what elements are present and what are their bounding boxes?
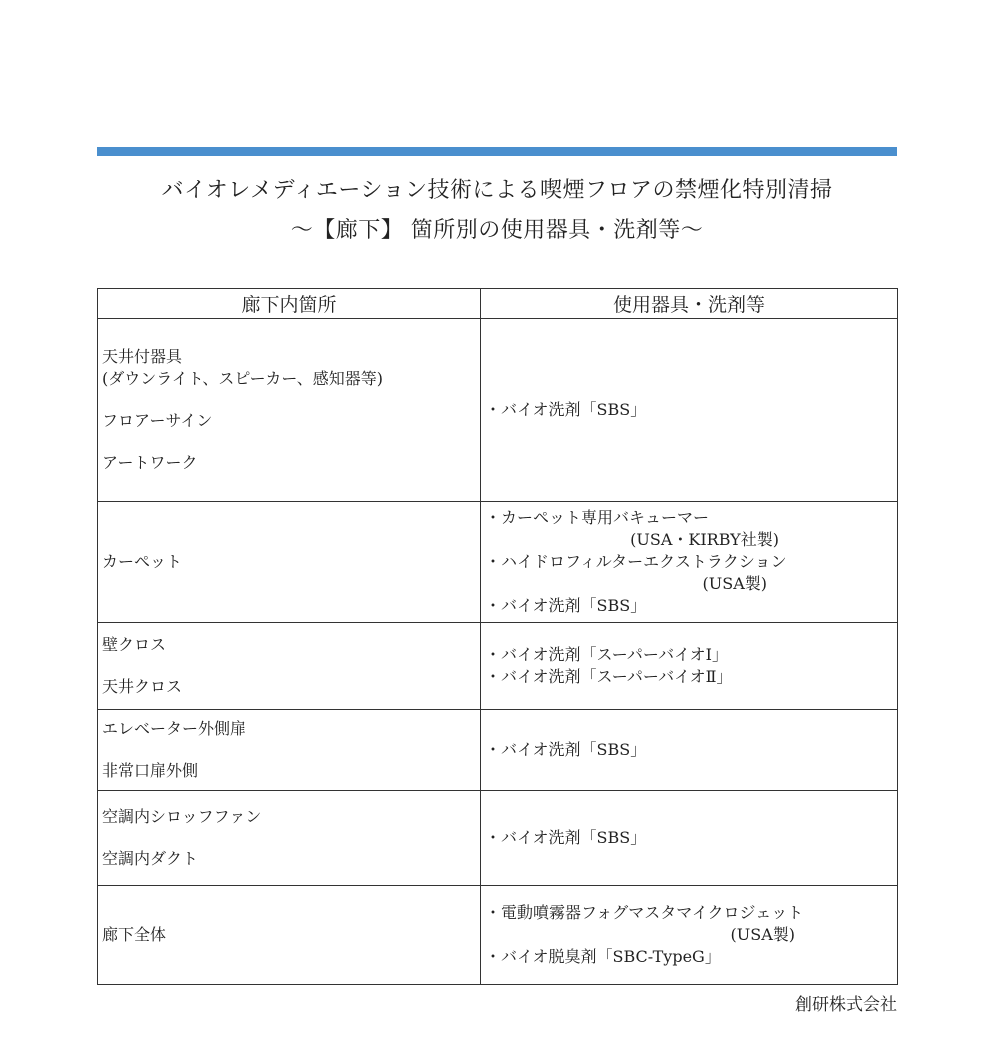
equipment-cell: [481, 319, 898, 502]
location-cell: [98, 502, 481, 623]
table-row: [98, 710, 898, 791]
equipment-sub-item: (USA製): [702, 574, 767, 593]
location-item: 壁クロス: [102, 635, 167, 654]
title-line-1: バイオレメディエーション技術による喫煙フロアの禁煙化特別清掃: [161, 178, 833, 203]
location-cell: [98, 319, 481, 502]
equipment-item: ・バイオ洗剤「SBS」: [485, 596, 647, 615]
equipment-item: ・バイオ洗剤「SBS」: [485, 740, 647, 759]
equipment-item: ・バイオ洗剤「SBS」: [485, 828, 647, 847]
table-row: [98, 319, 898, 502]
document-title: [97, 175, 897, 247]
location-cell: [98, 710, 481, 791]
location-item: 空調内ダクト: [102, 849, 199, 868]
location-cell: [98, 791, 481, 886]
table-row: [98, 502, 898, 623]
accent-bar: [97, 147, 897, 156]
location-item: アートワーク: [102, 453, 198, 472]
title-line-2: ～【廊下】 箇所別の使用器具・洗剤等～: [290, 218, 704, 243]
location-cell: [98, 886, 481, 985]
equipment-item: ・カーペット専用バキューマー: [485, 508, 710, 527]
location-item: 廊下全体: [102, 925, 167, 944]
header-equipment: 使用器具・洗剤等: [481, 289, 898, 319]
equipment-cell: [481, 710, 898, 791]
location-item: フロアーサイン: [102, 411, 213, 430]
equipment-item: ・電動噴霧器フォグマスタマイクロジェット: [485, 903, 804, 922]
table-header-row: [98, 289, 898, 319]
location-item: (ダウンライト、スピーカー、感知器等): [102, 369, 383, 388]
equipment-sub-item: (USA製): [730, 925, 795, 944]
location-item: エレベーター外側扉: [102, 719, 247, 738]
location-item: 空調内シロッフファン: [102, 807, 262, 826]
location-item: 非常口扉外側: [102, 761, 199, 780]
company-name: 創研株式会社: [795, 995, 897, 1015]
equipment-cell: [481, 623, 898, 710]
equipment-cell: [481, 502, 898, 623]
equipment-item: ・バイオ脱臭剤「SBC-TypeG」: [485, 947, 721, 966]
equipment-item: ・バイオ洗剤「スーパーバイオⅡ」: [485, 667, 733, 686]
table-row: [98, 886, 898, 985]
location-item: カーペット: [102, 552, 183, 571]
equipment-sub-item: (USA・KIRBY社製): [630, 530, 779, 549]
location-cell: [98, 623, 481, 710]
equipment-cell: [481, 886, 898, 985]
header-location: 廊下内箇所: [98, 289, 481, 319]
equipment-table: [97, 288, 898, 985]
location-item: 天井付器具: [102, 347, 183, 366]
equipment-item: ・バイオ洗剤「SBS」: [485, 400, 647, 419]
table-row: [98, 791, 898, 886]
location-item: 天井クロス: [102, 677, 183, 696]
table-row: [98, 623, 898, 710]
equipment-item: ・ハイドロフィルターエクストラクション: [485, 552, 787, 571]
equipment-item: ・バイオ洗剤「スーパーバイオⅠ」: [485, 645, 728, 664]
equipment-cell: [481, 791, 898, 886]
